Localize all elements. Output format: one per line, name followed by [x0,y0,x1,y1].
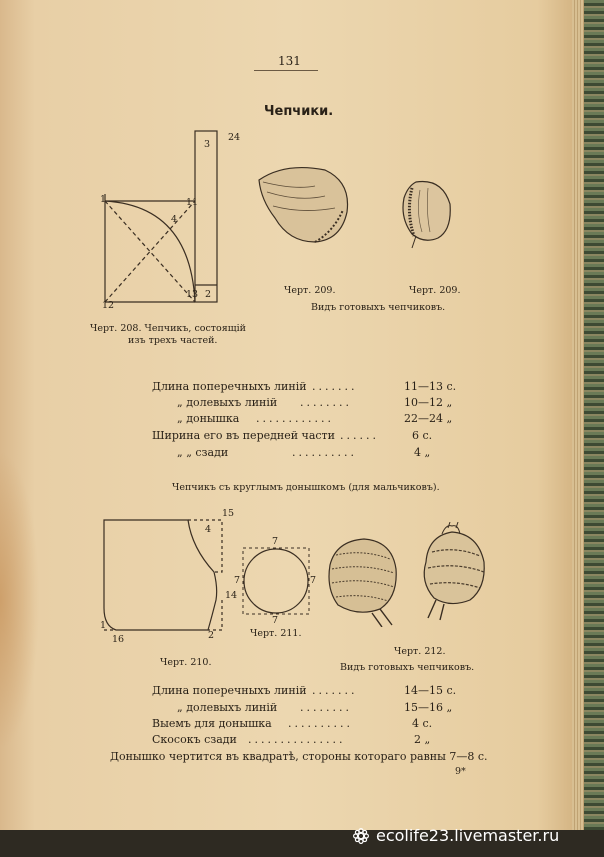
fig210-label-2: 2 [208,630,215,641]
table1-label-4: „ „ сзади [177,446,229,459]
gear-flower-icon [352,827,370,845]
table1-value-3: 6 с. [412,429,433,442]
fig209-bonnet-left [255,162,355,247]
fig211-label-top: 7 [272,536,279,547]
table2-dots: ........ [300,701,352,714]
fig210-label-15: 15 [222,508,235,519]
fig208-pattern [95,128,245,308]
table1-label-1: „ долевыхъ линій [177,396,278,409]
table1-value-2: 22—24 „ [404,412,453,425]
table2-label-3: Скосокъ сзади [152,733,237,746]
fig211-circle-square [240,545,312,617]
table2-value-3: 2 „ [414,733,431,746]
fig208-label-12: 12 [102,300,115,311]
fig210-label-1: 1 [100,620,107,631]
fig212-subcaption: Видъ готовыхъ чепчиковъ. [340,662,475,673]
watermark-text: ecolife23.livemaster.ru [376,826,560,845]
table2-label-0: Длина поперечныхъ линій [152,684,307,697]
fig212-bonnet-left [322,535,400,627]
table2-dots: ....... [312,684,358,697]
fig210-label-4: 4 [205,524,212,535]
table2-value-0: 14—15 с. [404,684,457,697]
closing-line: Донышко чертится въ квадратѣ, стороны котораго равны 7—8 с. [110,750,488,763]
fig209-bonnet-right [398,178,453,250]
watermark-link[interactable] [352,826,559,845]
table1-label-2: „ донышка [177,412,240,425]
table1-dots: .......... [292,446,357,459]
fig210-label-14: 14 [225,590,238,601]
page-stain [0,450,40,750]
table2-value-2: 4 с. [412,717,433,730]
table2-dots: ............... [248,733,346,746]
table1-dots: ....... [312,380,358,393]
fig212-caption: Черт. 212. [394,646,446,657]
fig208-label-13: 13 [186,289,199,300]
fig210-caption: Черт. 210. [160,657,212,668]
fig212-bonnet-right [412,522,490,622]
fig208-label-1: 1 [100,194,107,205]
table1-label-3: Ширина его въ передней части [152,429,335,442]
fig211-label-left: 7 [234,575,241,586]
table1-dots: ............ [256,412,334,425]
table2-label-1: „ долевыхъ линій [177,701,278,714]
fig208-label-2: 2 [205,289,212,300]
fig210-pattern [96,508,236,643]
table1-dots: ........ [300,396,352,409]
table1-value-0: 11—13 с. [404,380,457,393]
table1-dots: ...... [340,429,379,442]
section2-title: Чепчикъ съ круглымъ донышкомъ (для мальчиковъ). [172,482,440,493]
page-number-rule [254,70,318,71]
fig208-label-24: 24 [228,132,241,143]
fig209-caption-left: Черт. 209. [284,285,336,296]
signature-mark: 9* [455,766,466,777]
fig208-caption-1: Черт. 208. Чепчикъ, состоящій [90,323,246,334]
page-number: 131 [278,54,301,68]
table2-value-1: 15—16 „ [404,701,453,714]
fig208-label-3: 3 [204,139,211,150]
fig211-label-right: 7 [310,575,317,586]
fig209-caption-right: Черт. 209. [409,285,461,296]
table1-value-4: 4 „ [414,446,431,459]
page-title: Чепчики. [264,104,334,119]
fig208-label-11: 11 [186,197,199,208]
table2-dots: .......... [288,717,353,730]
table2-label-2: Выемъ для донышка [152,717,272,730]
fig210-label-16: 16 [112,634,125,645]
fig211-label-bottom: 7 [272,615,279,626]
book-cover-edge [584,0,604,857]
table1-label-0: Длина поперечныхъ линій [152,380,307,393]
fig211-caption: Черт. 211. [250,628,302,639]
fig208-caption-2: изъ трехъ частей. [128,335,218,346]
table1-value-1: 10—12 „ [404,396,453,409]
fig208-label-4: 4 [171,214,178,225]
fig209-subcaption: Видъ готовыхъ чепчиковъ. [311,302,446,313]
